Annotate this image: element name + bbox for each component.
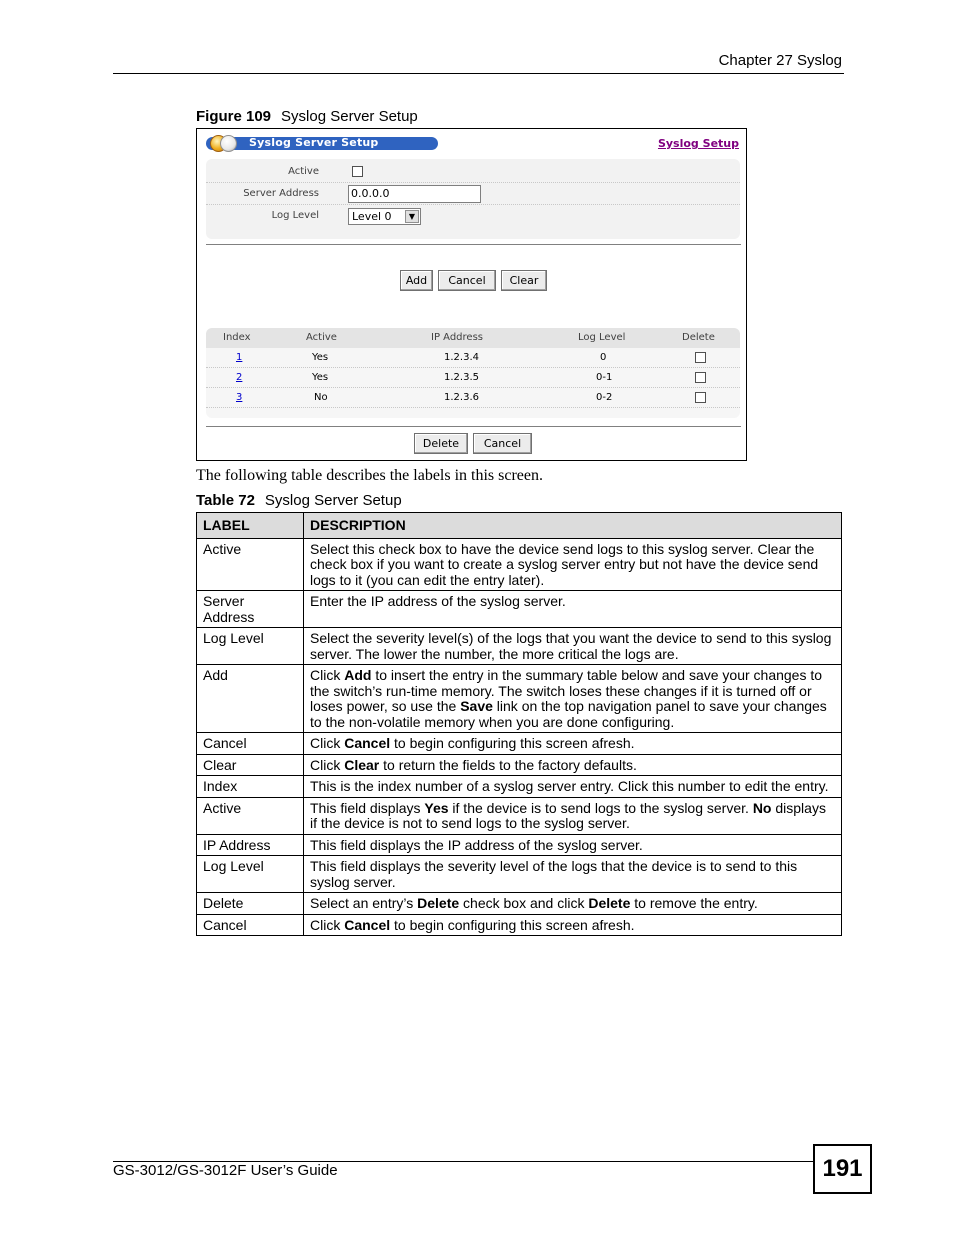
active-checkbox[interactable] xyxy=(352,166,363,177)
server-address-label: Server Address xyxy=(243,188,319,199)
col-index-header: Index xyxy=(223,332,251,343)
label-column-header: LABEL xyxy=(197,513,304,539)
table-title: Syslog Server Setup xyxy=(264,492,402,509)
description-text: This field displays xyxy=(310,799,425,816)
description-text: Click xyxy=(310,756,345,773)
description-text: Click xyxy=(310,916,345,933)
description-cell: Select this check box to have the device send logs to this syslog server. Clear the check box if you want to create a syslog server entry but not have the device send logs to it (you can edit the entry later). xyxy=(304,538,842,591)
emphasized-term: Clear xyxy=(344,756,380,773)
description-cell xyxy=(304,665,842,733)
chevron-down-icon[interactable]: ▼ xyxy=(405,210,419,223)
add-button[interactable]: Add xyxy=(400,270,433,291)
label-cell: Cancel xyxy=(197,733,304,755)
summary-table-body xyxy=(206,348,740,418)
table-header-row xyxy=(197,513,842,539)
table-row xyxy=(197,628,842,665)
syslog-server-setup-screen xyxy=(196,128,747,461)
server-form-panel xyxy=(206,159,740,239)
table-row xyxy=(197,776,842,798)
syslog-setup-link[interactable]: Syslog Setup xyxy=(657,137,739,150)
emphasized-term: Add xyxy=(344,667,372,683)
description-text: to return the fields to the factory defaults. xyxy=(379,756,637,773)
description-cell xyxy=(304,914,842,936)
description-text: to remove the entry. xyxy=(630,895,758,911)
ip-value: 1.2.3.6 xyxy=(444,392,479,403)
label-cell: Active xyxy=(197,797,304,834)
ip-value: 1.2.3.4 xyxy=(444,352,479,363)
title-orb-secondary-icon xyxy=(220,135,237,152)
emphasized-term: Save xyxy=(460,698,493,714)
label-cell: Delete xyxy=(197,893,304,915)
description-column-header: DESCRIPTION xyxy=(304,513,842,539)
description-cell xyxy=(304,733,842,755)
col-delete-header: Delete xyxy=(682,332,715,343)
table-row xyxy=(197,914,842,936)
active-value: Yes xyxy=(312,352,329,363)
header-divider xyxy=(113,73,844,74)
description-text: Select an entry’s xyxy=(310,895,418,911)
description-cell: This field displays the IP address of the syslog server. xyxy=(304,834,842,856)
screen-title: Syslog Server Setup xyxy=(249,136,379,149)
label-cell: Index xyxy=(197,776,304,798)
description-cell: Select the severity level(s) of the logs that you want the device to send to this syslog server. The lower the number, the more critical the logs are. xyxy=(304,628,842,665)
label-cell: IP Address xyxy=(197,834,304,856)
description-text: to begin configuring this screen afresh. xyxy=(390,735,635,751)
table-caption xyxy=(196,492,402,509)
emphasized-term: No xyxy=(752,799,772,816)
ip-value: 1.2.3.5 xyxy=(444,372,479,383)
intro-text: The following table describes the labels in this screen. xyxy=(196,467,544,484)
label-cell: Add xyxy=(197,665,304,733)
label-cell: Server Address xyxy=(197,591,304,628)
chapter-header: Chapter 27 Syslog xyxy=(718,52,842,69)
description-cell: Enter the IP address of the syslog server. xyxy=(304,591,842,628)
log-level-select[interactable] xyxy=(348,208,421,225)
figure-number: Figure 109 xyxy=(196,108,272,125)
description-cell xyxy=(304,893,842,915)
table-row xyxy=(206,388,740,408)
emphasized-term: Delete xyxy=(588,895,631,911)
table-row xyxy=(197,591,842,628)
table-row xyxy=(197,834,842,856)
log-level-row xyxy=(206,205,740,227)
active-value: Yes xyxy=(312,372,329,383)
cancel-delete-button[interactable]: Cancel xyxy=(473,433,532,454)
description-text: check box and click xyxy=(459,895,589,911)
label-cell: Cancel xyxy=(197,914,304,936)
index-link[interactable]: 1 xyxy=(236,352,243,363)
emphasized-term: Cancel xyxy=(344,916,391,933)
guide-title: GS-3012/GS-3012F User’s Guide xyxy=(113,1162,338,1179)
summary-table-header xyxy=(206,328,740,348)
table-row xyxy=(197,754,842,776)
log-level-value: Level 0 xyxy=(352,210,392,223)
emphasized-term: Yes xyxy=(424,799,449,816)
label-description-table xyxy=(196,512,842,936)
delete-checkbox[interactable] xyxy=(695,372,706,383)
active-row xyxy=(206,161,740,183)
emphasized-term: Delete xyxy=(417,895,460,911)
col-loglevel-header: Log Level xyxy=(578,332,626,343)
table-row xyxy=(197,797,842,834)
description-text: Click xyxy=(310,735,345,751)
description-text: Click xyxy=(310,667,345,683)
clear-button[interactable]: Clear xyxy=(501,270,547,291)
description-cell xyxy=(304,754,842,776)
description-cell xyxy=(304,797,842,834)
table-row xyxy=(197,733,842,755)
delete-checkbox[interactable] xyxy=(695,392,706,403)
description-cell: This field displays the severity level of the logs that the device is to send to this syslog server. xyxy=(304,856,842,893)
server-address-input[interactable]: 0.0.0.0 xyxy=(348,185,481,203)
table-row xyxy=(206,348,740,368)
label-cell: Clear xyxy=(197,754,304,776)
page-number: 191 xyxy=(813,1144,872,1194)
cancel-button[interactable]: Cancel xyxy=(438,270,496,291)
table-row xyxy=(197,856,842,893)
index-link[interactable]: 3 xyxy=(236,392,243,403)
table-row xyxy=(206,368,740,388)
summary-divider xyxy=(206,426,741,427)
log-level-value: 0-2 xyxy=(596,392,613,403)
figure-caption xyxy=(196,108,418,125)
label-cell: Active xyxy=(197,538,304,591)
server-address-row xyxy=(206,183,740,205)
log-level-label: Log Level xyxy=(271,210,319,221)
description-text: to begin configuring this screen afresh. xyxy=(390,916,635,933)
col-active-header: Active xyxy=(306,332,337,343)
col-ip-header: IP Address xyxy=(431,332,483,343)
emphasized-term: Cancel xyxy=(344,735,391,751)
table-row xyxy=(197,665,842,733)
table-row xyxy=(197,893,842,915)
figure-title: Syslog Server Setup xyxy=(281,108,418,125)
index-link[interactable]: 2 xyxy=(236,372,243,383)
label-cell: Log Level xyxy=(197,856,304,893)
description-cell: This is the index number of a syslog server entry. Click this number to edit the entry. xyxy=(304,776,842,798)
description-text: to insert the entry in the summary table below and save your changes to the switch’s run-time memory. The switch loses these changes if it is turned off or loses power, so use the xyxy=(310,667,823,714)
table-row xyxy=(197,538,842,591)
description-text: displays if the device is not to send logs to the syslog server. xyxy=(310,799,826,831)
description-text: if the device is to send logs to the syslog server. xyxy=(448,799,753,816)
log-level-value: 0 xyxy=(600,352,607,363)
table-number: Table 72 xyxy=(196,492,255,509)
log-level-value: 0-1 xyxy=(596,372,613,383)
description-text: link on the top navigation panel to save your changes to the non-volatile memory when you are done configuring. xyxy=(310,698,827,730)
form-divider xyxy=(206,244,741,245)
label-cell: Log Level xyxy=(197,628,304,665)
delete-checkbox[interactable] xyxy=(695,352,706,363)
active-label: Active xyxy=(288,166,319,177)
active-value: No xyxy=(314,392,328,403)
delete-button[interactable]: Delete xyxy=(414,433,468,454)
